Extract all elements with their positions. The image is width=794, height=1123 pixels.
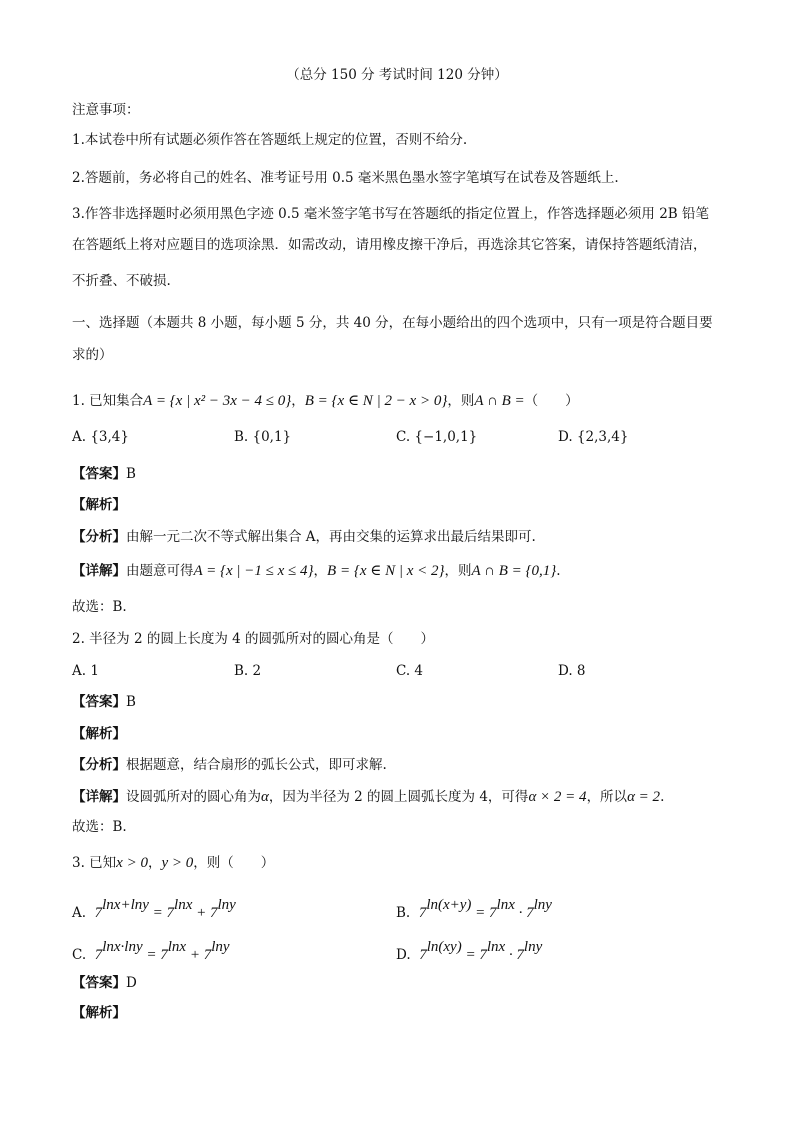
q3-option-b-eq: = 7	[471, 905, 497, 921]
question-3	[72, 854, 274, 872]
q1-prefix: 1. 已知集合	[72, 393, 144, 409]
notice-item-1: 1.本试卷中所有试题必须作答在答题纸上规定的位置，否则不给分.	[72, 132, 468, 148]
q2-xiangjie-text3: ，所以	[586, 789, 628, 805]
q1-comma: ，	[291, 393, 305, 409]
q3-prefix: 3. 已知	[72, 855, 117, 871]
q2-guxuan-label: 故选：	[72, 819, 113, 835]
q2-answer	[72, 693, 136, 711]
q1-xiangjie-set-a: A = {x | −1 ≤ x ≤ 4}	[193, 563, 314, 579]
notice-item-3b: 在答题纸上将对应题目的选项涂黑．如需改动，请用橡皮擦干净后，再选涂其它答案，请保持答题纸清洁，	[72, 237, 707, 253]
q3-option-d-letter: D.	[396, 947, 411, 963]
q1-fenxi-label: 【分析】	[72, 529, 126, 545]
q3-comma: ，	[147, 855, 162, 871]
q3-cond-1: x > 0	[116, 855, 148, 871]
q1-paren: （ ）	[524, 393, 579, 409]
q3-option-a-exp-1: lnx+lny	[102, 897, 149, 913]
question-2: 2. 半径为 2 的圆上长度为 4 的圆弧所对的圆心角是（ ）	[72, 631, 435, 647]
q2-answer-value: B	[126, 694, 136, 710]
q2-analysis-label: 【解析】	[72, 726, 126, 742]
q2-fenxi-label: 【分析】	[72, 757, 126, 773]
q3-then: ，则（ ）	[193, 855, 275, 871]
q1-guxuan-label: 故选：	[72, 599, 113, 615]
q2-option-d: D. 8	[558, 663, 586, 679]
q3-option-b-letter: B.	[396, 905, 411, 921]
q2-option-b: B. 2	[234, 663, 262, 679]
q3-option-d-exp-1: ln(xy)	[426, 939, 462, 955]
q2-answer-label: 【答案】	[72, 694, 126, 710]
q1-answer-value: B	[126, 466, 136, 482]
q2-math-2: α = 2	[627, 789, 661, 805]
q1-answer-label: 【答案】	[72, 466, 126, 482]
q1-xiangjie-text: 由题意可得	[126, 563, 194, 579]
q2-fenxi	[72, 756, 387, 774]
q1-xiangjie	[72, 562, 561, 580]
section-heading-line1: 一、选择题（本题共 8 小题，每小题 5 分，共 40 分，在每小题给出的四个选项中，只有一项是符合题目要	[72, 315, 713, 331]
q1-xiangjie-end: .	[556, 563, 561, 579]
q3-option-b-exp-1: ln(x+y)	[426, 897, 472, 913]
q3-option-d-op: · 7	[505, 947, 524, 963]
q3-option-d	[396, 938, 542, 964]
q1-analysis-label: 【解析】	[72, 497, 126, 513]
q3-option-c-eq: = 7	[142, 947, 168, 963]
q2-fenxi-text: 根据题意，结合扇形的弧长公式，即可求解.	[126, 757, 387, 773]
q1-guxuan-value: B.	[112, 599, 127, 615]
q1-guxuan	[72, 598, 127, 616]
q3-option-c-op: + 7	[186, 947, 212, 963]
q3-option-b-base: 7	[418, 905, 427, 921]
q2-end: .	[660, 789, 665, 805]
q3-option-b-op: · 7	[514, 905, 534, 921]
q3-option-a-letter: A.	[72, 905, 87, 921]
q1-then: ，则	[447, 393, 475, 409]
q3-option-a-exp-3: lny	[217, 897, 236, 913]
q3-cond-2: y > 0	[161, 855, 194, 871]
q1-xiangjie-label: 【详解】	[72, 563, 126, 579]
q1-set-a: A = {x | x² − 3x − 4 ≤ 0}	[143, 393, 292, 409]
q2-guxuan	[72, 818, 127, 836]
q1-answer	[72, 465, 136, 483]
notice-item-3a: 3.作答非选择题时必须用黑色字迹 0.5 毫米签字笔书写在答题纸的指定位置上，作答选择题必须用 2B 铅笔	[72, 206, 710, 222]
q1-fenxi	[72, 528, 536, 546]
q2-xiangjie	[72, 788, 664, 806]
q3-option-b-exp-3: lny	[533, 897, 552, 913]
q3-option-c-exp-1: lnx·lny	[102, 939, 143, 955]
q3-option-b	[396, 896, 552, 922]
q3-answer-label: 【答案】	[72, 975, 126, 991]
q3-option-c	[72, 938, 230, 964]
q3-option-d-base: 7	[419, 947, 427, 963]
q3-option-a	[72, 896, 236, 922]
q3-option-a-eq: = 7	[148, 905, 175, 921]
q3-option-a-base: 7	[94, 905, 103, 921]
q1-xiangjie-set-b: B = {x ∈ N | x < 2}	[327, 563, 445, 579]
q1-option-b: B. {0,1}	[234, 429, 292, 445]
q2-xiangjie-text1: 设圆弧所对的圆心角为	[126, 789, 261, 805]
exam-info: （总分 150 分 考试时间 120 分钟）	[286, 67, 508, 83]
q3-answer-value: D	[126, 975, 137, 991]
q1-xiangjie-then: ，则	[444, 563, 472, 579]
q1-xiangjie-result: A ∩ B = {0,1}	[471, 563, 557, 579]
q2-option-c: C. 4	[396, 663, 424, 679]
q2-math-1: α × 2 = 4	[528, 789, 587, 805]
q1-option-a: A. {3,4}	[72, 429, 129, 445]
q2-guxuan-value: B.	[112, 819, 127, 835]
q3-answer	[72, 974, 137, 992]
q1-fenxi-text: 由解一元二次不等式解出集合 A，再由交集的运算求出最后结果即可.	[126, 529, 536, 545]
notice-title: 注意事项：	[72, 102, 140, 118]
question-1	[72, 392, 579, 410]
section-heading-line2: 求的）	[72, 347, 113, 363]
q3-option-c-exp-2: lnx	[167, 939, 187, 955]
q3-option-b-exp-2: lnx	[496, 897, 515, 913]
q1-option-c: C. {−1,0,1}	[396, 429, 478, 445]
q1-set-b: B = {x ∈ N | 2 − x > 0}	[304, 393, 448, 409]
notice-item-2: 2.答题前，务必将自己的姓名、准考证号用 0.5 毫米黑色墨水签字笔填写在试卷及答题纸上.	[72, 170, 619, 186]
q1-xiangjie-comma: ，	[313, 563, 328, 579]
q3-analysis-label: 【解析】	[72, 1005, 126, 1021]
q3-option-a-op: + 7	[192, 905, 218, 921]
q3-option-c-letter: C.	[72, 947, 87, 963]
notice-item-3c: 不折叠、不破损.	[72, 273, 171, 289]
q3-option-c-base: 7	[94, 947, 103, 963]
q1-option-d: D. {2,3,4}	[558, 429, 629, 445]
q1-expr: A ∩ B =	[474, 393, 525, 409]
q2-xiangjie-text2: ，因为半径为 2 的圆上圆弧长度为 4，可得	[268, 789, 529, 805]
q2-xiangjie-label: 【详解】	[72, 789, 126, 805]
q2-option-a: A. 1	[72, 663, 99, 679]
q3-option-c-exp-3: lny	[211, 939, 230, 955]
q3-option-d-exp-3: lny	[523, 939, 543, 955]
q2-alpha: α	[261, 789, 269, 805]
q3-option-a-exp-2: lnx	[174, 897, 193, 913]
q3-option-d-eq: = 7	[461, 947, 487, 963]
q3-option-d-exp-2: lnx	[486, 939, 506, 955]
